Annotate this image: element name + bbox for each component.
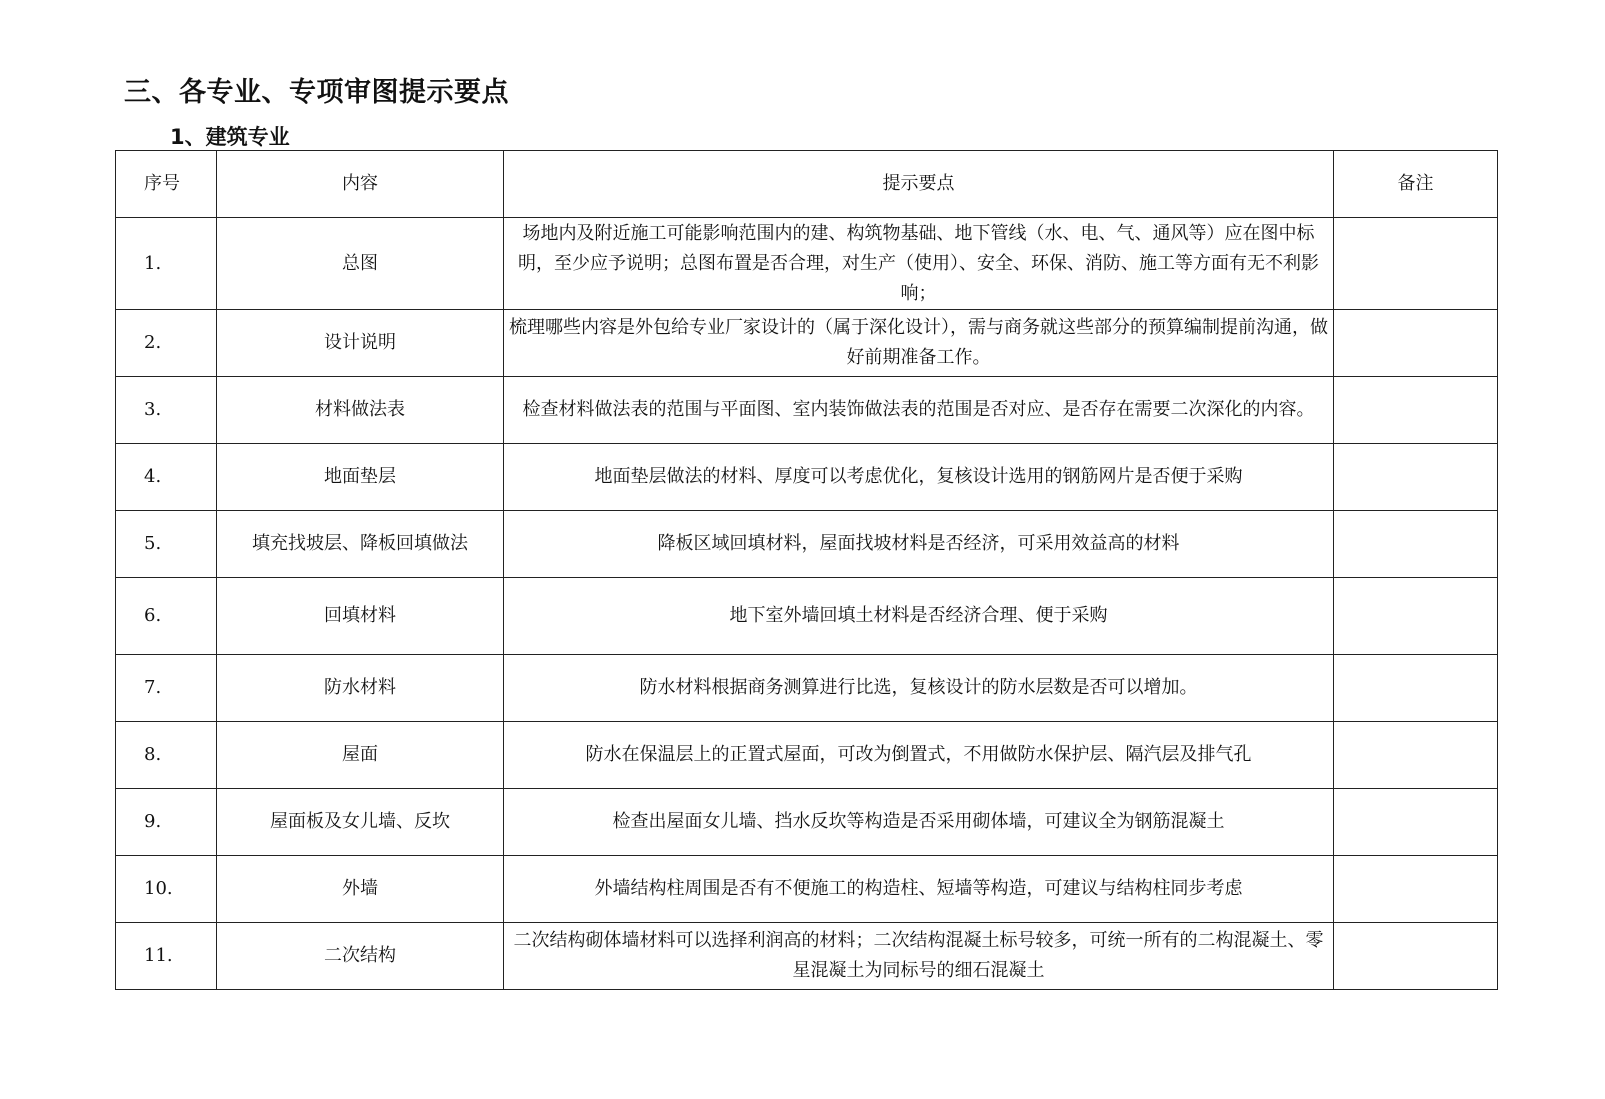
row-content: 屋面板及女儿墙、反坎 [217,789,504,856]
table-row [116,856,1498,923]
row-point: 外墙结构柱周围是否有不便施工的构造柱、短墙等构造，可建议与结构柱同步考虑 [504,856,1334,923]
row-number: 11. [116,923,217,990]
row-point: 二次结构砌体墙材料可以选择利润高的材料；二次结构混凝土标号较多，可统一所有的二构混凝土、零星混凝土为同标号的细石混凝土 [504,923,1334,990]
row-point: 检查材料做法表的范围与平面图、室内装饰做法表的范围是否对应、是否存在需要二次深化的内容。 [504,377,1334,444]
table-row [116,578,1498,655]
row-content: 回填材料 [217,578,504,655]
row-note [1334,377,1498,444]
row-note [1334,722,1498,789]
row-content: 外墙 [217,856,504,923]
row-number: 10. [116,856,217,923]
row-point: 防水在保温层上的正置式屋面，可改为倒置式，不用做防水保护层、隔汽层及排气孔 [504,722,1334,789]
table-row [116,444,1498,511]
table-row [116,218,1498,310]
row-number: 6. [116,578,217,655]
row-number: 7. [116,655,217,722]
row-content: 材料做法表 [217,377,504,444]
row-point: 梳理哪些内容是外包给专业厂家设计的（属于深化设计），需与商务就这些部分的预算编制提前沟通，做好前期准备工作。 [504,310,1334,377]
row-point: 检查出屋面女儿墙、挡水反坎等构造是否采用砌体墙，可建议全为钢筋混凝土 [504,789,1334,856]
row-content: 防水材料 [217,655,504,722]
table-row [116,789,1498,856]
row-note [1334,856,1498,923]
row-note [1334,789,1498,856]
row-note [1334,655,1498,722]
row-number: 8. [116,722,217,789]
subsection-heading: 1、建筑专业 [170,125,290,149]
header-content: 内容 [217,151,504,218]
row-note [1334,444,1498,511]
row-number: 1. [116,218,217,310]
table-row [116,310,1498,377]
section-heading: 三、各专业、专项审图提示要点 [124,77,509,108]
row-number: 9. [116,789,217,856]
row-content: 填充找坡层、降板回填做法 [217,511,504,578]
header-point: 提示要点 [504,151,1334,218]
row-point: 地面垫层做法的材料、厚度可以考虑优化，复核设计选用的钢筋网片是否便于采购 [504,444,1334,511]
row-content: 地面垫层 [217,444,504,511]
row-number: 5. [116,511,217,578]
row-number: 2. [116,310,217,377]
row-number: 3. [116,377,217,444]
row-number: 4. [116,444,217,511]
table-row [116,923,1498,990]
row-note [1334,578,1498,655]
row-point: 地下室外墙回填土材料是否经济合理、便于采购 [504,578,1334,655]
header-number: 序号 [116,151,217,218]
row-point: 防水材料根据商务测算进行比选，复核设计的防水层数是否可以增加。 [504,655,1334,722]
row-content: 总图 [217,218,504,310]
table-row [116,377,1498,444]
review-points-table [115,150,1498,990]
row-note [1334,923,1498,990]
header-note: 备注 [1334,151,1498,218]
row-point: 场地内及附近施工可能影响范围内的建、构筑物基础、地下管线（水、电、气、通风等）应在图中标明，至少应予说明；总图布置是否合理，对生产（使用）、安全、环保、消防、施工等方面有无不利影响； [504,218,1334,310]
table-row [116,511,1498,578]
row-content: 二次结构 [217,923,504,990]
table-row [116,655,1498,722]
row-point: 降板区域回填材料，屋面找坡材料是否经济，可采用效益高的材料 [504,511,1334,578]
table-row [116,722,1498,789]
row-content: 设计说明 [217,310,504,377]
table-header-row [116,151,1498,218]
row-note [1334,310,1498,377]
row-content: 屋面 [217,722,504,789]
row-note [1334,511,1498,578]
row-note [1334,218,1498,310]
